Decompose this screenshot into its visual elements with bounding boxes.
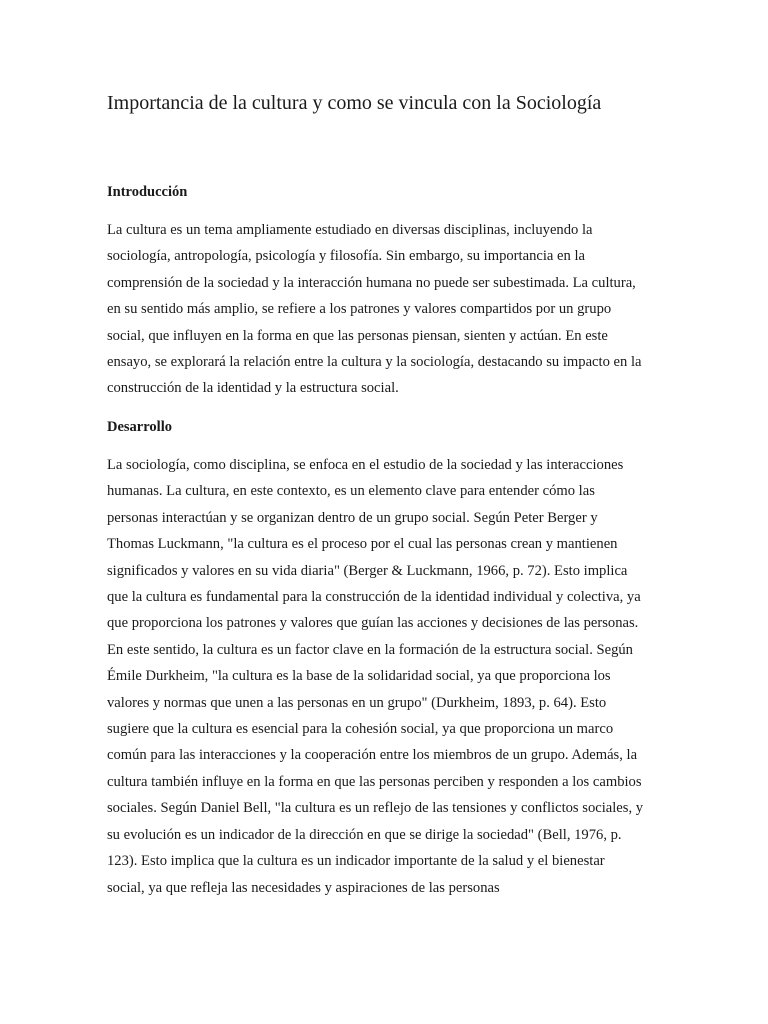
text-line: que proporciona los patrones y valores que guían las acciones y decisiones de las personas. bbox=[107, 615, 639, 632]
text-line: sugiere que la cultura es esencial para la cohesión social, ya que proporciona un marco bbox=[107, 721, 614, 738]
text-line: ensayo, se explorará la relación entre la cultura y la sociología, destacando su impacto en la bbox=[107, 354, 642, 371]
text-line: sociales. Según Daniel Bell, "la cultura es un reflejo de las tensiones y conflictos sociales, y bbox=[107, 800, 644, 817]
text-line: humanas. La cultura, en este contexto, es un elemento clave para entender cómo las bbox=[107, 483, 595, 500]
section-heading-desarrollo: Desarrollo bbox=[107, 419, 172, 435]
text-line: en su sentido más amplio, se refiere a los patrones y valores compartidos por un grupo bbox=[107, 301, 612, 318]
text-line: que la cultura es fundamental para la construcción de la identidad individual y colectiva, ya bbox=[107, 589, 641, 606]
document-title: Importancia de la cultura y como se vincula con la Sociología bbox=[107, 92, 602, 114]
text-line: social, ya que refleja las necesidades y aspiraciones de las personas bbox=[107, 879, 500, 896]
text-line: cultura también influye en la forma en que las personas perciben y responden a los cambios bbox=[107, 773, 642, 790]
text-line: Thomas Luckmann, "la cultura es el proceso por el cual las personas crean y mantienen bbox=[107, 536, 618, 553]
text-line: comprensión de la sociedad y la interacción humana no puede ser subestimada. La cultura, bbox=[107, 274, 636, 291]
text-line: personas interactúan y se organizan dentro de un grupo social. Según Peter Berger y bbox=[107, 509, 598, 526]
text-line: valores y normas que unen a las personas en un grupo" (Durkheim, 1893, p. 64). Esto bbox=[107, 694, 607, 711]
paragraph-introduccion bbox=[107, 217, 641, 402]
paragraph-desarrollo bbox=[107, 452, 643, 901]
text-line: común para las interacciones y la cooperación entre los miembros de un grupo. Además, la bbox=[107, 747, 638, 764]
text-line: social, que influyen en la forma en que las personas piensan, sienten y actúan. En este bbox=[107, 327, 608, 344]
text-line: su evolución es un indicador de la dirección en que se dirige la sociedad" (Bell, 1976, p. bbox=[107, 826, 622, 843]
text-line: sociología, antropología, psicología y filosofía. Sin embargo, su importancia en la bbox=[107, 248, 585, 265]
text-line: En este sentido, la cultura es un factor clave en la formación de la estructura social. Según bbox=[107, 641, 633, 658]
text-line: 123). Esto implica que la cultura es un indicador importante de la salud y el bienestar bbox=[107, 853, 605, 870]
text-line: La cultura es un tema ampliamente estudiado en diversas disciplinas, incluyendo la bbox=[107, 222, 593, 238]
text-line: significados y valores en su vida diaria" (Berger & Luckmann, 1966, p. 72). Esto implica bbox=[107, 562, 628, 579]
text-line: Émile Durkheim, "la cultura es la base de la solidaridad social, ya que proporciona los bbox=[107, 668, 611, 685]
text-line: construcción de la identidad y la estructura social. bbox=[107, 380, 399, 397]
section-heading-introduccion: Introducción bbox=[107, 184, 188, 200]
text-line: La sociología, como disciplina, se enfoca en el estudio de la sociedad y las interacciones bbox=[107, 457, 624, 473]
